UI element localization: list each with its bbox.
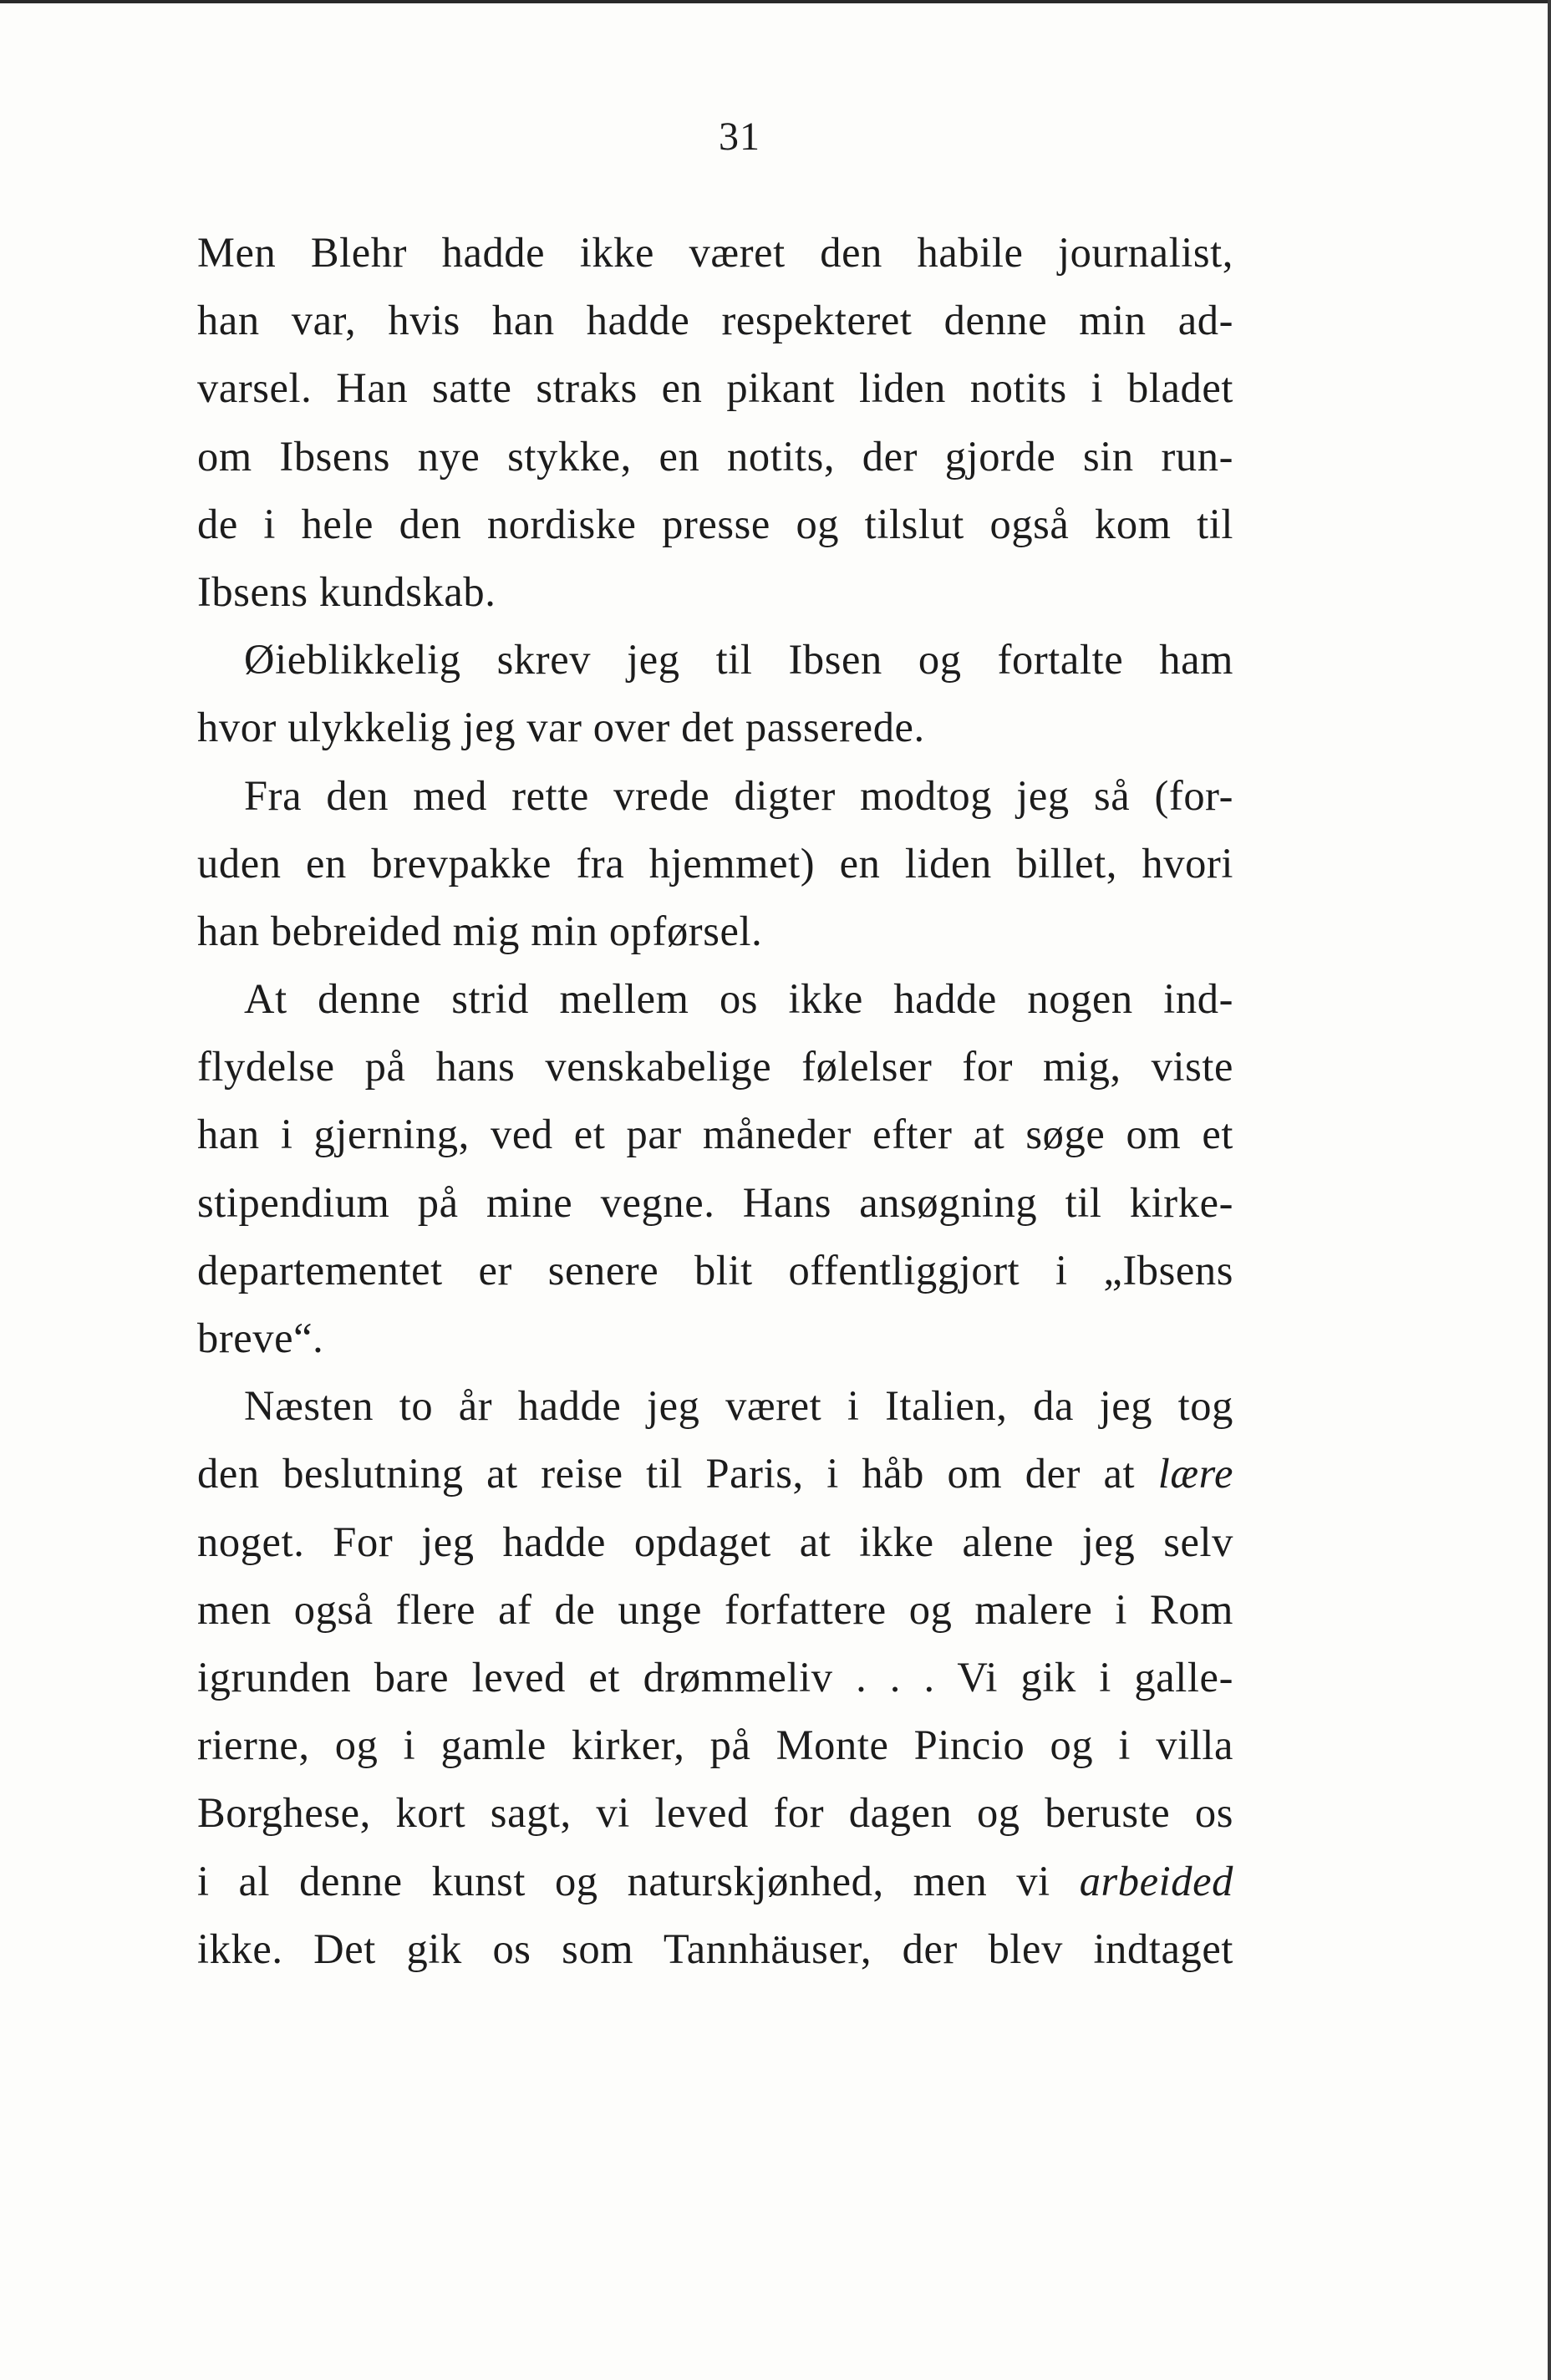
text-line: Borghese, kort sagt, vi leved for dagen og beruste os <box>197 1789 1233 1837</box>
body-text <box>197 219 1233 1983</box>
text-line: departementet er senere blit offentliggjort i „Ibsens <box>197 1246 1233 1294</box>
text-line: han var, hvis han hadde respekteret denne min ad- <box>197 297 1233 344</box>
text-line: han bebreided mig min opførsel. <box>197 907 763 954</box>
text-line: Øieblikkelig skrev jeg til Ibsen og fortalte ham <box>244 636 1233 684</box>
italic-word: arbeided <box>1079 1857 1233 1905</box>
text-line: Næsten to år hadde jeg været i Italien, da jeg tog <box>244 1382 1233 1430</box>
text-line: ikke. Det gik os som Tannhäuser, der blev indtaget <box>197 1925 1233 1972</box>
text-line: men også flere af de unge forfattere og malere i Rom <box>197 1585 1233 1633</box>
page-number: 31 <box>719 114 760 159</box>
text-line: rierne, og i gamle kirker, på Monte Pincio og i villa <box>197 1721 1233 1769</box>
text-line: stipendium på mine vegne. Hans ansøgning til kirke- <box>197 1178 1233 1226</box>
text-line: han i gjerning, ved et par måneder efter at søge om et <box>197 1111 1233 1158</box>
text-line: noget. For jeg hadde opdaget at ikke alene jeg selv <box>197 1518 1233 1565</box>
text-line: igrunden bare leved et drømmeliv . . . Vi gik i galle- <box>197 1653 1233 1701</box>
text-line: de i hele den nordiske presse og tilslut også kom til <box>197 500 1233 547</box>
italic-word: lære <box>1157 1450 1233 1498</box>
text-line: flydelse på hans venskabelige følelser for mig, viste <box>197 1043 1233 1091</box>
text-segment: den beslutning at reise til Paris, i håb om der at <box>197 1450 1136 1498</box>
scan-edge-top <box>0 0 1551 3</box>
text-line: breve“. <box>197 1315 324 1361</box>
text-line: Men Blehr hadde ikke været den habile journalist, <box>197 229 1233 276</box>
text-line: Ibsens kundskab. <box>197 567 496 615</box>
text-line <box>197 1848 1233 1915</box>
text-line: Fra den med rette vrede digter modtog jeg så (for- <box>244 771 1233 819</box>
text-line: uden en brevpakke fra hjemmet) en liden billet, hvori <box>197 839 1233 887</box>
scan-edge-right <box>1548 0 1551 2380</box>
text-line: varsel. Han satte straks en pikant liden notits i bladet <box>197 364 1233 412</box>
text-line <box>197 1440 1233 1508</box>
text-line: At denne strid mellem os ikke hadde nogen ind- <box>244 975 1233 1023</box>
text-segment: i al denne kunst og naturskjønhed, men vi <box>197 1857 1050 1905</box>
text-line: hvor ulykkelig jeg var over det passerede. <box>197 704 925 751</box>
text-line: om Ibsens nye stykke, en notits, der gjorde sin run- <box>197 432 1233 480</box>
